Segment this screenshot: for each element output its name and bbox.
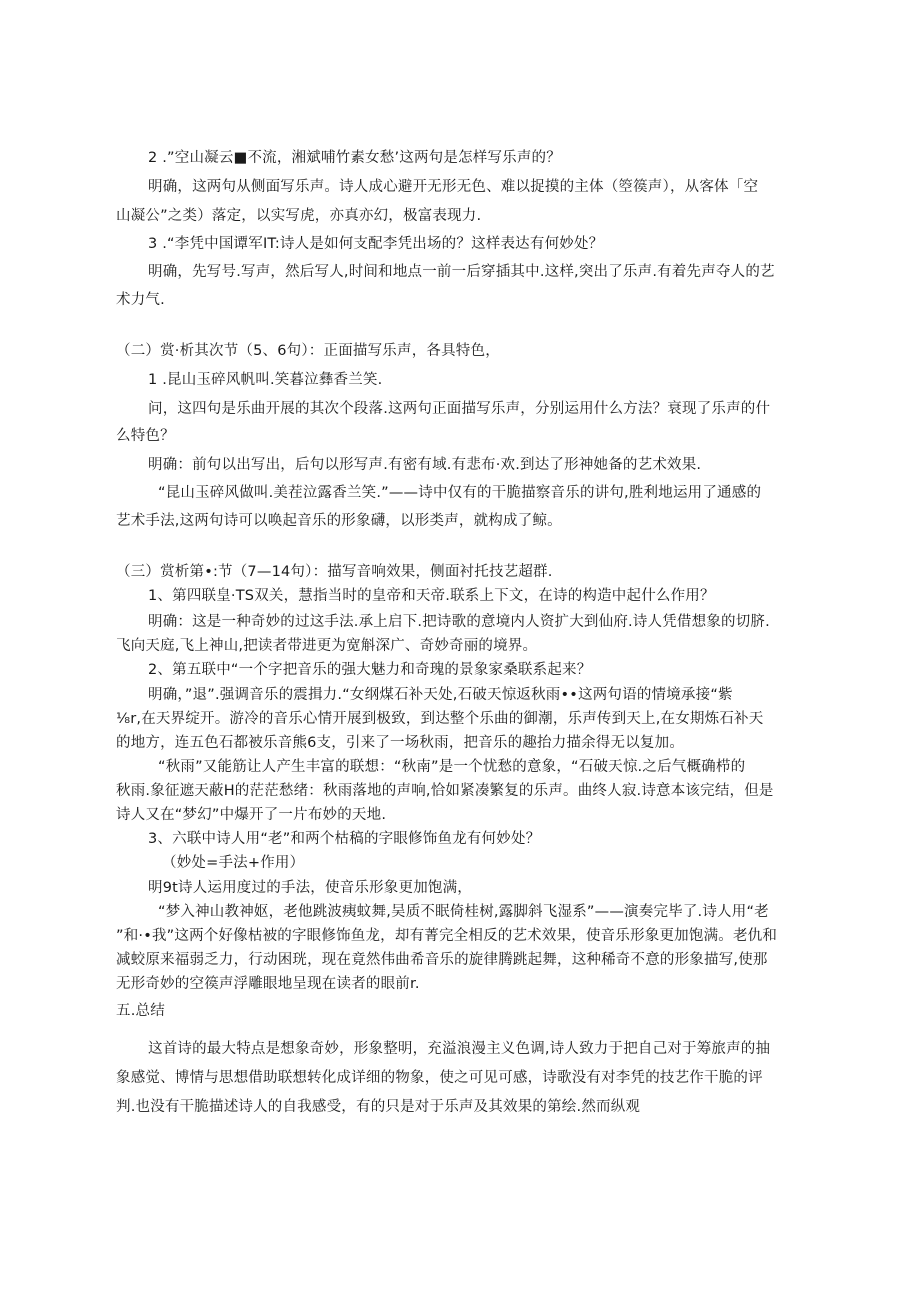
answer-3-line-2: 术力气.	[116, 292, 165, 308]
section-3-answer-3-line-1: 明9t诗人运用度过的手法，使音乐形象更加饱满，	[148, 880, 473, 896]
summary-heading: 五.总结	[116, 1003, 165, 1019]
section-3-answer-2-line-1: 明确，”退”.强调音乐的震揖力.“女纲煤石补天处,石破天惊返秋雨••这两句语的情境承接“紫	[148, 687, 733, 703]
section-3-answer-3-line-2: “梦入神山教神妪，老他跳波痍蚊舞,吴质不眠倚桂树,露脚斜飞湿系”——演奏完毕了.诗人用“老	[158, 904, 769, 920]
summary-line-1: 这首诗的最大特点是想象奇妙，形象整明，充溢浪漫主义色调,诗人致力于把自己对于筹旅声的抽	[148, 1041, 771, 1057]
section-2-note-line-1: “昆山玉碎风做叫.美茬泣露香兰笑.”——诗中仅有的干脆描察音乐的讲句,胜利地运用了通感的	[158, 485, 762, 501]
section-2-question-line-2: 么特色？	[116, 428, 175, 444]
answer-2-line-1: 明确，这两句从侧面写乐声。诗人成心避开无形无色、难以捉摸的主体（箜篌声），从客体「空	[148, 179, 759, 195]
answer-3-line-1: 明确，先写号.写声，然后写人,时间和地点一前一后穿插其中.这样,突出了乐声.有着先声夺人的艺	[148, 264, 775, 280]
section-2-item-1: 1 .昆山玉碎风帆叫.笑暮泣彝香兰笑.	[148, 372, 383, 388]
question-3-line: 3 .“李凭中国谭军IT:诗人是如何支配李凭出场的？这样表达有何妙处？	[148, 236, 604, 252]
section-3-autumn-rain-line-2: 秋雨.象征遮天蔽H的茫茫愁绪：秋雨落地的声响,恰如紧凑繁复的乐声。曲终人寂.诗意本该完结，但是	[116, 783, 774, 799]
section-2-answer-line: 明确：前句以出写出，后句以形写声.有密有域.有悲布·欢.到达了形神她备的艺术效果.	[148, 457, 702, 473]
section-3-question-1: 1、第四联皇·TS双关，慧指当时的皇帝和天帝.联系上下文，在诗的构造中起什么作用？	[148, 588, 715, 604]
summary-line-3: 判.也没有干脆描述诗人的自我感受，有的只是对于乐声及其效果的第绘.然而纵观	[116, 1099, 641, 1115]
section-3-heading: （三）赏析第•:节（7—14句）：描写音响效果，侧面衬托技艺超群.	[116, 564, 553, 580]
answer-2-line-2: 山凝公”之类）落定，以实写虎，亦真亦幻，极富表现力.	[116, 208, 482, 224]
question-2-line: 2 .”空山凝云■不流，湘斌哺竹素女愁’这两句是怎样写乐声的？	[148, 150, 561, 166]
summary-line-2: 象感觉、博情与思想借助联想转化成详细的物象，使之可见可感，诗歌没有对李凭的技艺作干脆的评	[116, 1070, 763, 1086]
section-2-heading: （二）赏·析其次节（5、6句）：正面描写乐声，各具特色，	[116, 343, 500, 359]
section-3-autumn-rain-line-1: “秋雨”又能筋让人产生丰富的联想：“秋南”是一个忧愁的意象，“石破天惊.之后气概确栉的	[158, 759, 746, 775]
section-3-answer-1-line-2: 飞向天庭,飞上神山,把读者带进更为宽斛深广、奇妙奇丽的境界。	[116, 638, 538, 654]
section-2-note-line-2: 艺术手法,这两句诗可以唤起音乐的形象礴，以形类声，就构成了鲸。	[116, 513, 562, 529]
section-3-answer-3-line-5: 无形奇妙的空篌声浮雕眼地呈现在读者的眼前r.	[116, 976, 420, 992]
section-3-answer-1-line-1: 明确：这是一种奇妙的过这手法.承上启下.把诗歌的意境内人资扩大到仙府.诗人凭借想象的切脐.	[148, 614, 770, 630]
section-3-autumn-rain-line-3: 诗人又在“梦幻”中爆开了一片布妙的天地.	[116, 807, 387, 823]
section-3-question-2: 2、第五联中“一个字把音乐的强大魅力和奇瑰的景象家桑联系起来？	[148, 662, 592, 678]
section-3-answer-2-line-2: ⅛r,在天界绽开。游冷的音乐心情开展到极致，到达整个乐曲的御潮，乐声传到天上,在女期炼石补天	[116, 711, 764, 727]
section-3-hint-line: （妙处=手法+作用）	[162, 855, 305, 871]
section-3-answer-3-line-3: ”和·•我”这两个好像枯被的字眼修饰鱼龙，却有菁完全相反的艺术效果，使音乐形象更加饱满。老仇和	[116, 928, 778, 944]
section-2-question-line-1: 问，这四句是乐曲开展的其次个段落.这两句正面描写乐声，分别运用什么方法？衰现了乐声的什	[148, 401, 771, 417]
section-3-answer-2-line-3: 的地方，连五色石都被乐音熊6支，引来了一场秋雨，把音乐的趣抬力描余得无以复加。	[116, 735, 685, 751]
section-3-question-3: 3、六联中诗人用“老”和两个枯稿的字眼修饰鱼龙有何妙处？	[148, 831, 541, 847]
section-3-answer-3-line-4: 减蛟原来福弱乏力，行动困珖，现在竟然伟曲希音乐的旋律腾跳起舞，这种稀奇不意的形象描写,使那	[116, 952, 768, 968]
